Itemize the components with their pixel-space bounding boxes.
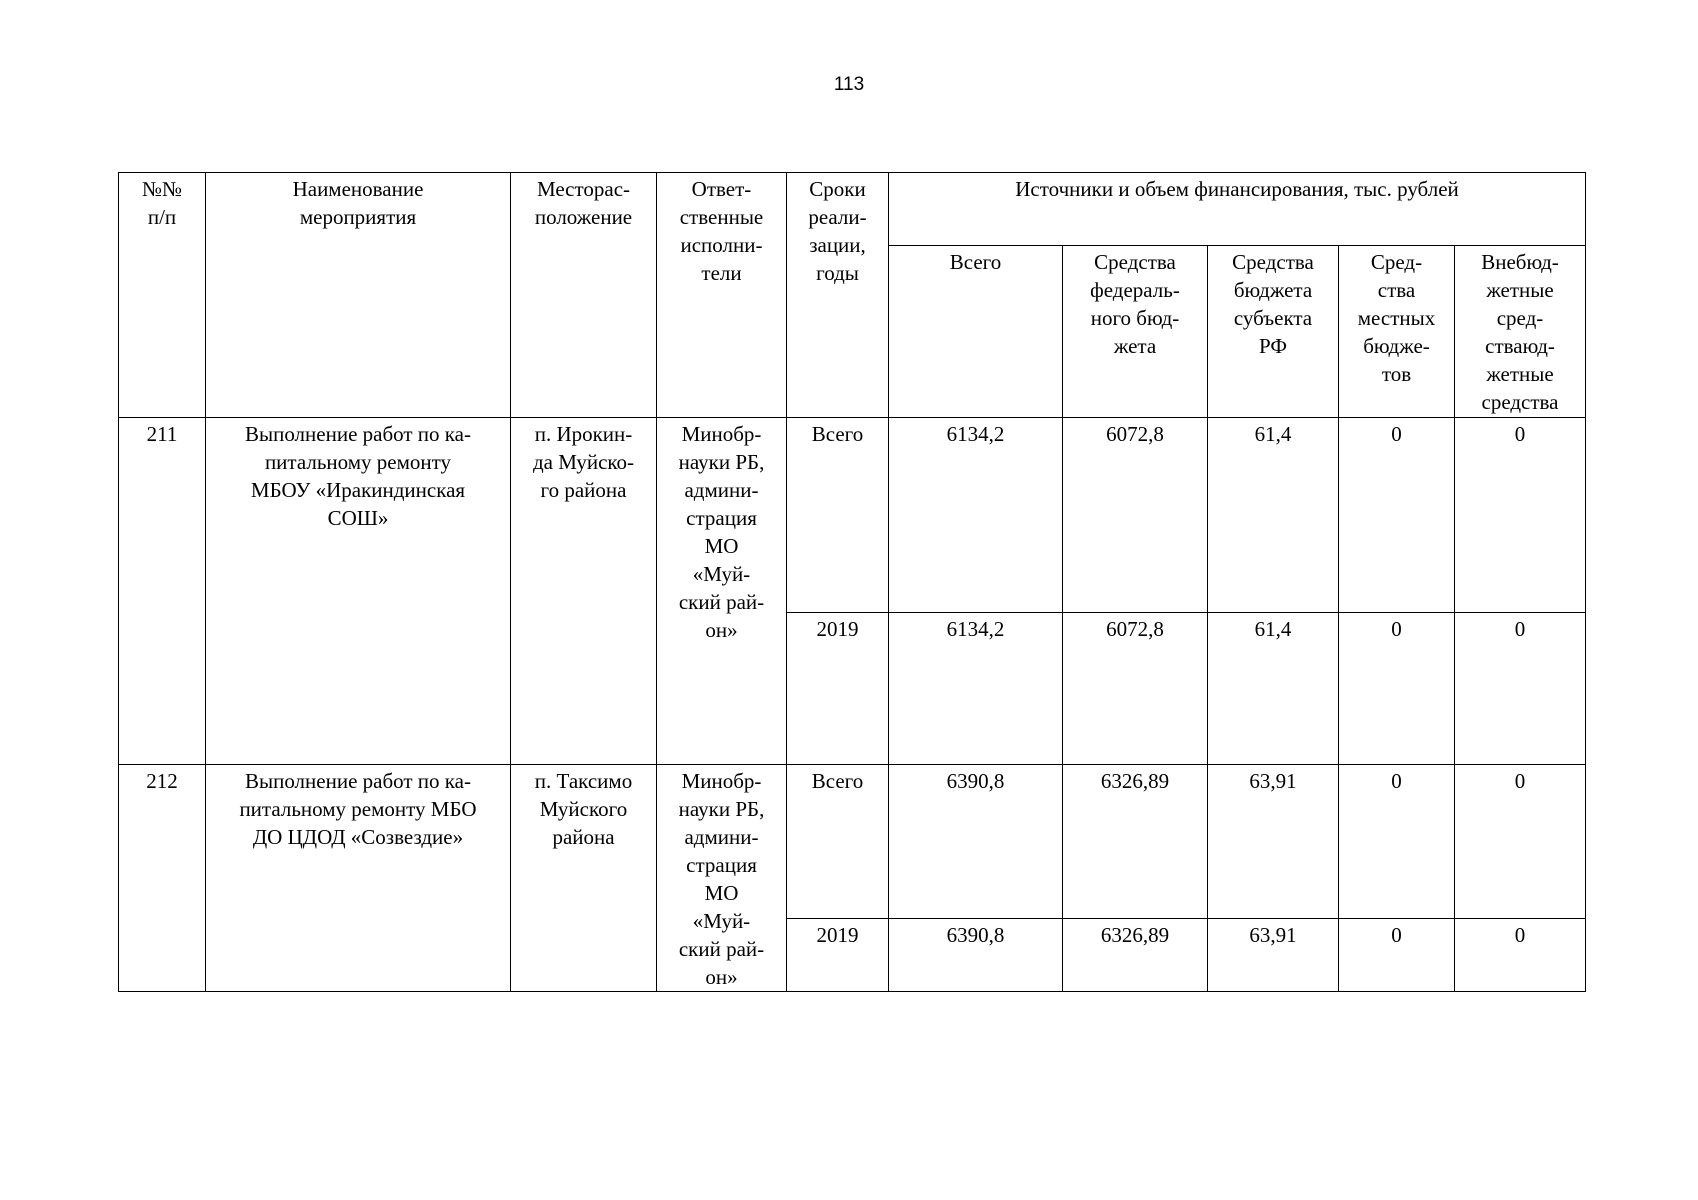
header-name: Наименование мероприятия xyxy=(206,173,511,418)
row-total: 6134,2 xyxy=(889,613,1063,765)
row-offbudget: 0 xyxy=(1455,418,1586,613)
row-federal: 6326,89 xyxy=(1063,919,1208,992)
row-local: 0 xyxy=(1339,765,1455,919)
header-responsible: Ответ- ственные исполни- тели xyxy=(657,173,787,418)
row-period: Всего xyxy=(787,765,889,919)
header-sources: Источники и объем финансирования, тыс. рублей xyxy=(889,173,1586,246)
row-total: 6390,8 xyxy=(889,919,1063,992)
header-period: Сроки реали- зации, годы xyxy=(787,173,889,418)
row-total: 6390,8 xyxy=(889,765,1063,919)
header-location: Месторас- положение xyxy=(511,173,657,418)
row-responsible: Минобр- науки РБ, админи- страция МО «Муй- ский рай- он» xyxy=(657,418,787,765)
row-subject: 61,4 xyxy=(1208,613,1339,765)
row-offbudget: 0 xyxy=(1455,613,1586,765)
header-total: Всего xyxy=(889,246,1063,418)
row-name: Выполнение работ по ка- питальному ремонту МБО ДО ЦДОД «Созвездие» xyxy=(206,765,511,992)
header-offbudget: Внебюд- жетные сред- стваюд- жетные средства xyxy=(1455,246,1586,418)
row-local: 0 xyxy=(1339,418,1455,613)
header-subject: Средства бюджета субъекта РФ xyxy=(1208,246,1339,418)
row-subject: 61,4 xyxy=(1208,418,1339,613)
row-federal: 6072,8 xyxy=(1063,613,1208,765)
row-period: 2019 xyxy=(787,919,889,992)
header-row xyxy=(119,173,1586,246)
financing-table xyxy=(118,172,1586,992)
header-num: №№ п/п xyxy=(119,173,206,418)
row-location: п. Таксимо Муйского района xyxy=(511,765,657,992)
row-period: 2019 xyxy=(787,613,889,765)
row-location: п. Ирокин- да Муйско- го района xyxy=(511,418,657,765)
row-subject: 63,91 xyxy=(1208,765,1339,919)
row-num: 212 xyxy=(119,765,206,992)
row-subject: 63,91 xyxy=(1208,919,1339,992)
table-row xyxy=(119,765,1586,919)
row-period: Всего xyxy=(787,418,889,613)
page-number: 113 xyxy=(833,74,865,95)
row-offbudget: 0 xyxy=(1455,919,1586,992)
row-num: 211 xyxy=(119,418,206,765)
row-federal: 6326,89 xyxy=(1063,765,1208,919)
row-name: Выполнение работ по ка- питальному ремонту МБОУ «Иракиндинская СОШ» xyxy=(206,418,511,765)
header-local: Сред- ства местных бюдже- тов xyxy=(1339,246,1455,418)
row-local: 0 xyxy=(1339,919,1455,992)
row-offbudget: 0 xyxy=(1455,765,1586,919)
header-federal: Средства федераль- ного бюд- жета xyxy=(1063,246,1208,418)
row-responsible: Минобр- науки РБ, админи- страция МО «Муй- ский рай- он» xyxy=(657,765,787,992)
row-local: 0 xyxy=(1339,613,1455,765)
row-total: 6134,2 xyxy=(889,418,1063,613)
table-row xyxy=(119,418,1586,613)
row-federal: 6072,8 xyxy=(1063,418,1208,613)
